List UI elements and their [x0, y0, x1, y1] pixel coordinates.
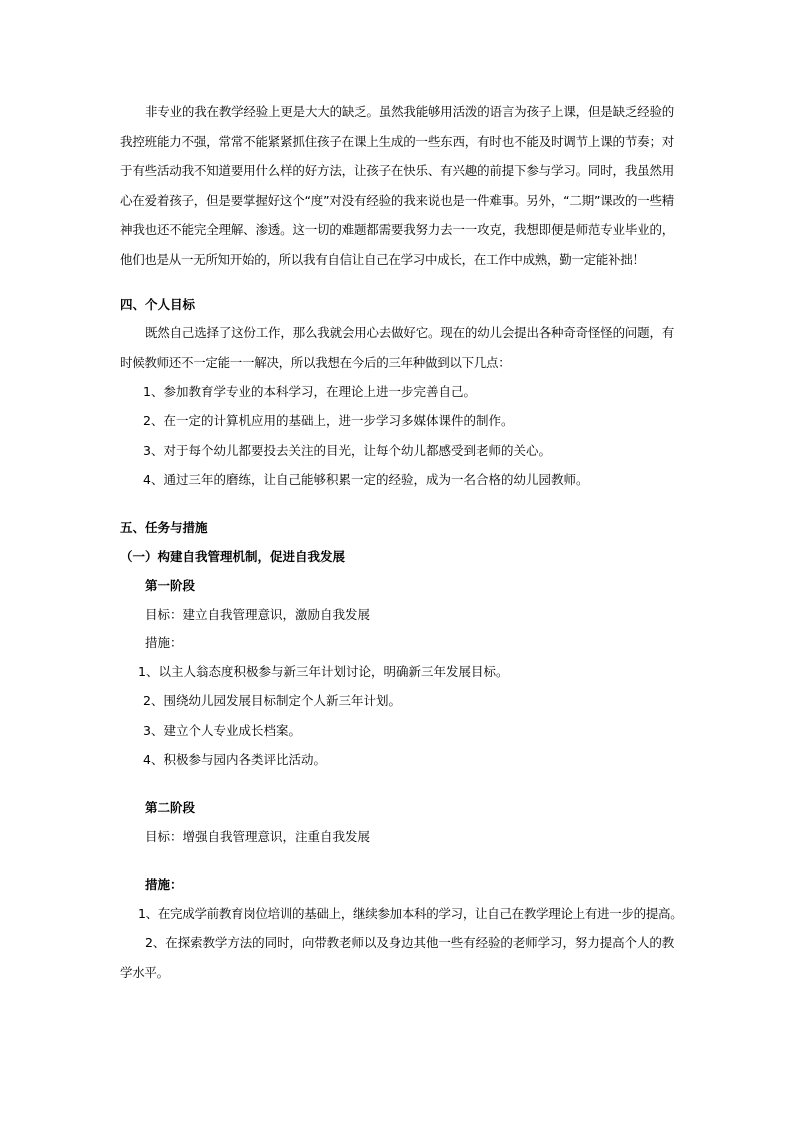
stage1-goal: 目标：建立自我管理意识，激励自我发展 [145, 607, 371, 622]
stage2-item-2: 2、在探索教学方法的同时，向带教老师以及身边其他一些有经验的老师学习，努力提高个人的教学水平。 [120, 935, 674, 980]
intro-paragraph: 非专业的我在教学经验上更是大大的缺乏。虽然我能够用活泼的语言为孩子上课，但是缺乏经验的我控班能力不强，常常不能紧紧抓住孩子在课上生成的一些东西，有时也不能及时调节上课的节奏；对于有些活动我不知道要用什么样的好方法，让孩子在快乐、有兴趣的前提下参与学习。同时，我虽然用心在爱着孩子，但是要掌握好这个“度”对没有经验的我来说也是一件难事。另外，“二期”课改的一些精神我也还不能完全理解、渗透。这一切的难题都需要我努力去一一攻克，我想即便是师范专业毕业的，他们也是从一无所知开始的，所以我有自信让自己在学习中成长，在工作中成熟，勤一定能补拙！ [120, 104, 674, 267]
subsection-heading: （一）构建自我管理机制，促进自我发展 [120, 549, 346, 564]
personal-goals-paragraph: 既然自己选择了这份工作，那么我就会用心去做好它。现在的幼儿会提出各种奇奇怪怪的问题，有时候教师还不一定能一一解决，所以我想在今后的三年种做到以下几点： [120, 325, 674, 370]
stage1-item-2: 2、围绕幼儿园发展目标制定个人新三年计划。 [143, 693, 401, 708]
stage1-item-3: 3、建立个人专业成长档案。 [143, 723, 301, 738]
goal-item-3: 3、对于每个幼儿都要投去关注的目光，让每个幼儿都感受到老师的关心。 [143, 443, 551, 458]
stage1-measures-label: 措施： [145, 635, 183, 650]
stage1-item-1: 1、以主人翁态度积极参与新三年计划讨论，明确新三年发展目标。 [138, 664, 509, 679]
stage2-title: 第二阶段 [145, 800, 196, 815]
stage2-goal: 目标：增强自我管理意识，注重自我发展 [145, 829, 371, 844]
stage1-item-4: 4、积极参与园内各类评比活动。 [143, 752, 326, 767]
stage2-measures-label: 措施： [145, 877, 183, 892]
section-heading-personal-goals: 四、个人目标 [120, 297, 196, 312]
stage1-title: 第一阶段 [145, 578, 196, 593]
stage2-item-1: 1、在完成学前教育岗位培训的基础上，继续参加本科的学习，让自己在教学理论上有进一步的提高。 [138, 906, 683, 921]
goal-item-1: 1、参加教育学专业的本科学习，在理论上进一步完善自己。 [143, 384, 476, 399]
goal-item-4: 4、通过三年的磨练，让自己能够积累一定的经验，成为一名合格的幼儿园教师。 [143, 472, 589, 487]
section-heading-tasks: 五、任务与措施 [120, 520, 208, 535]
goal-item-2: 2、在一定的计算机应用的基础上，进一步学习多媒体课件的制作。 [143, 413, 514, 428]
